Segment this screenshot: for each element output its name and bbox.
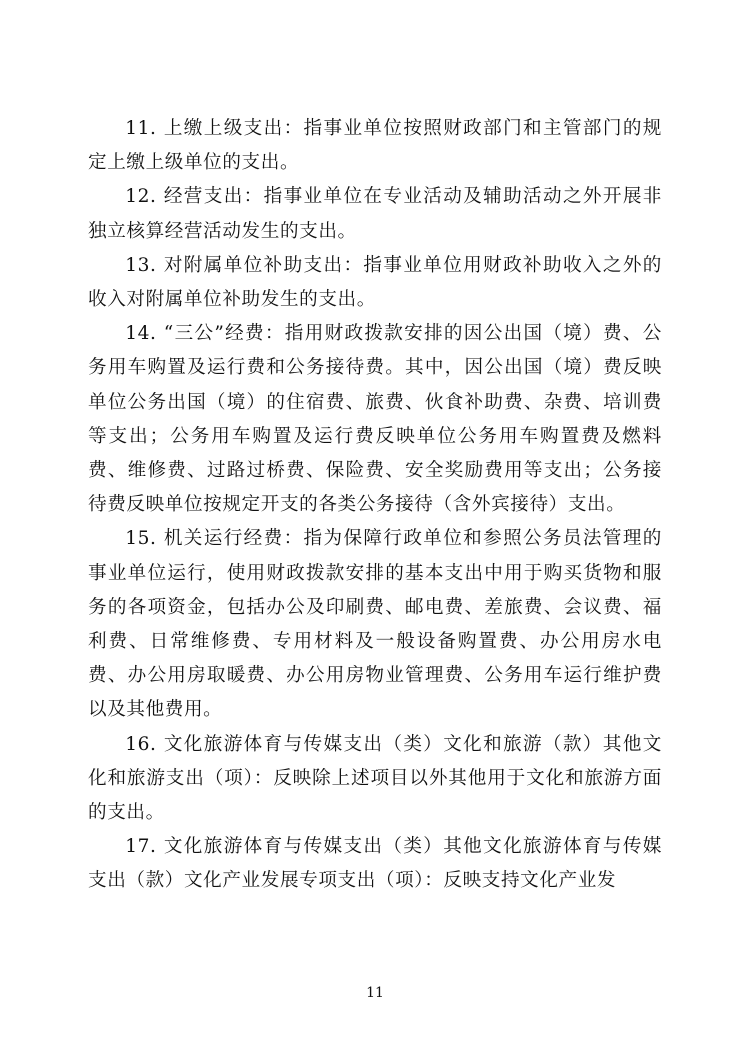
paragraph-13: 13. 对附属单位补助支出：指事业单位用财政补助收入之外的收入对附属单位补助发生的支出。: [88, 254, 662, 311]
paragraph-16: 16. 文化旅游体育与传媒支出（类）文化和旅游（款）其他文化和旅游支出（项）：反映除上述项目以外其他用于文化和旅游方面的支出。: [88, 733, 662, 824]
paragraph-11: 11. 上缴上级支出：指事业单位按照财政部门和主管部门的规定上缴上级单位的支出。: [88, 118, 662, 174]
document-body: [88, 112, 662, 899]
page-number: 11: [366, 985, 384, 1001]
paragraph-17: 17. 文化旅游体育与传媒支出（类）其他文化旅游体育与传媒支出（款）文化产业发展专项支出（项）：反映支持文化产业发: [88, 836, 662, 892]
paragraph-12: 12. 经营支出：指事业单位在专业活动及辅助活动之外开展非独立核算经营活动发生的支出。: [88, 186, 662, 242]
paragraph-15: 15. 机关运行经费：指为保障行政单位和参照公务员法管理的事业单位运行，使用财政拨款安排的基本支出中用于购买货物和服务的各项资金，包括办公及印刷费、邮电费、差旅费、会议费、福利费、日常维修费、专用材料及一般设备购置费、办公用房水电费、办公用房取暖费、办公用房物业管理费、公务用车运行维护费以及其他费用。: [88, 528, 662, 721]
paragraph-14: 14. “三公”经费：指用财政拨款安排的因公出国（境）费、公务用车购置及运行费和公务接待费。其中，因公出国（境）费反映单位公务出国（境）的住宿费、旅费、伙食补助费、杂费、培训费等支出；公务用车购置及运行费反映单位公务用车购置费及燃料费、维修费、过路过桥费、保险费、安全奖励费用等支出；公务接待费反映单位按规定开支的各类公务接待（含外宾接待）支出。: [88, 323, 662, 516]
